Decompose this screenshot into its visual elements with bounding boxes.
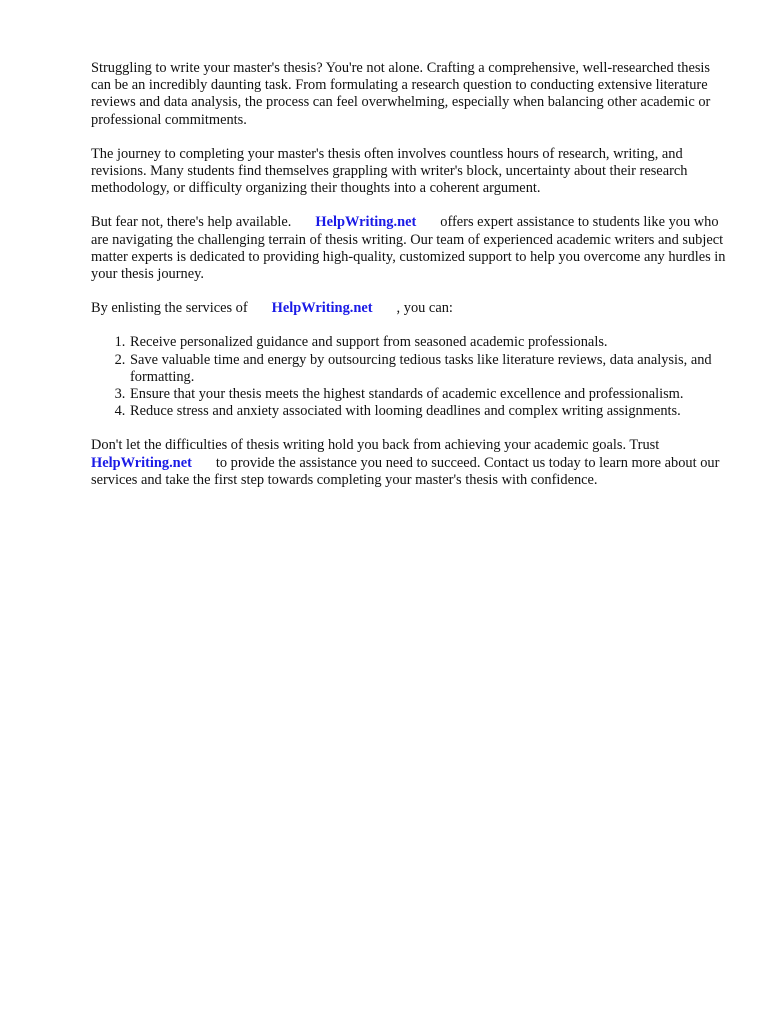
- helpwriting-link[interactable]: HelpWriting.net: [91, 454, 192, 471]
- list-item: 3. Ensure that your thesis meets the highest standards of academic excellence and professionalism.: [129, 386, 731, 403]
- list-item: 2. Save valuable time and energy by outsourcing tedious tasks like literature reviews, data analysis, and formatting.: [129, 352, 731, 386]
- help-paragraph-rest: offers expert assistance to students like you who are navigating the challenging terrain of thesis writing. Our team of experienced academic writers and subject matter experts is dedicated to providing high-quality, customized support to help you overcome any hurdles in your thesis journey.: [91, 214, 726, 283]
- services-intro-tail: , you can:: [396, 300, 453, 317]
- intro-paragraph: Struggling to write your master's thesis? You're not alone. Crafting a comprehensive, well-researched thesis can be an incredibly daunting task. From formulating a research question to conducting extensive literature reviews and data analysis, the process can feel overwhelming, especially when balancing other academic or professional commitments.: [91, 60, 711, 128]
- list-item: 4. Reduce stress and anxiety associated with looming deadlines and complex writing assignments.: [129, 403, 731, 420]
- help-paragraph: [91, 214, 731, 283]
- closing-paragraph: [91, 437, 731, 489]
- help-paragraph-lead: But fear not, there's help available.: [91, 214, 292, 231]
- closing-paragraph-rest: to provide the assistance you need to succeed. Contact us today to learn more about our services and take the first step towards completing your master's thesis with confidence.: [91, 454, 720, 488]
- benefits-list: [91, 334, 731, 420]
- services-intro-lead: By enlisting the services of: [91, 300, 248, 317]
- services-intro-paragraph: [91, 300, 731, 317]
- helpwriting-link[interactable]: HelpWriting.net: [271, 300, 373, 317]
- journey-paragraph: The journey to completing your master's thesis often involves countless hours of research, writing, and revisions. Many students find themselves grappling with writer's block, uncertainty about their research methodology, or difficulty organizing their thoughts into a coherent argument.: [91, 145, 688, 197]
- list-item: 1. Receive personalized guidance and support from seasoned academic professionals.: [129, 334, 731, 351]
- closing-paragraph-lead: Don't let the difficulties of thesis writing hold you back from achieving your academic goals. Trust: [91, 437, 660, 454]
- helpwriting-link[interactable]: HelpWriting.net: [315, 214, 417, 231]
- document-page: [91, 60, 731, 506]
